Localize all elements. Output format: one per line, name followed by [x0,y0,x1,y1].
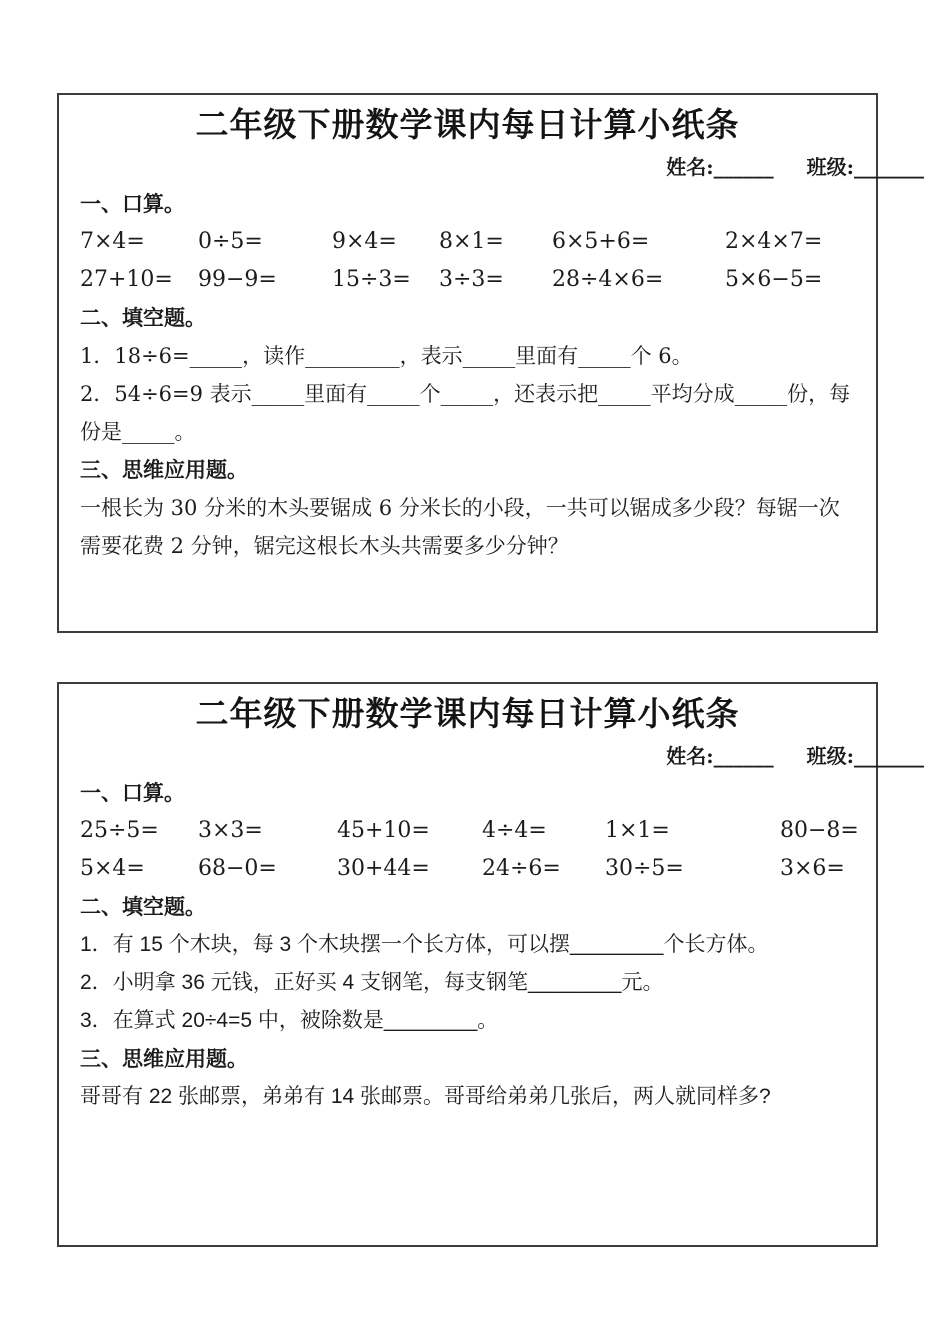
oral-expression: 9×4= [332,229,397,254]
oral-expression: 8×1= [439,229,504,254]
student-info-line [59,738,924,774]
oral-expression: 68−0= [198,856,277,881]
worksheet-title: 二年级下册数学课内每日计算小纸条 [195,695,740,732]
oral-expression: 99−9= [198,267,277,292]
oral-expression: 15÷3= [332,267,411,292]
worksheet-title: 二年级下册数学课内每日计算小纸条 [195,106,740,143]
card-content [59,774,876,1116]
fill-item: 3．在算式 20÷4=5 中，被除数是________。 [80,1009,499,1032]
card-content [59,185,876,565]
oral-expression: 1×1= [605,818,670,843]
oral-expression: 3÷3= [439,267,504,292]
fill-item: 1．有 15 个木块，每 3 个木块摆一个长方体，可以摆________个长方体。 [80,933,769,956]
name-field: 姓名:______ [666,744,774,768]
oral-calculation-grid [80,223,855,299]
fill-item: 2．54÷6=9 表示_____里面有_____个_____，还表示把_____平均分成_____份，每份是_____。 [80,382,851,444]
oral-expression: 80−8= [780,818,859,843]
oral-expression: 30÷5= [605,856,684,881]
oral-expression: 30+44= [337,856,430,881]
oral-expression: 25÷5= [80,818,159,843]
application-problem: 一根长为 30 分米的木头要锯成 6 分米长的小段，一共可以锯成多少段？每锯一次需要花费 2 分钟，锯完这根长木头共需要多少分钟？ [80,496,840,558]
class-field: 班级:_______ [806,744,924,768]
section-heading-oral: 一、口算。 [80,191,185,216]
oral-calculation-grid [80,812,859,888]
oral-expression: 45+10= [337,818,430,843]
oral-expression: 0÷5= [198,229,263,254]
oral-expression: 27+10= [80,267,173,292]
oral-expression: 5×4= [80,856,145,881]
section-heading-application: 三、思维应用题。 [80,457,248,482]
name-field: 姓名:______ [666,155,774,179]
oral-expression: 3×6= [780,856,845,881]
fill-item: 2．小明拿 36 元钱，正好买 4 支钢笔，每支钢笔________元。 [80,971,664,994]
oral-expression: 2×4×7= [725,229,823,254]
oral-expression: 3×3= [198,818,263,843]
oral-expression: 5×6−5= [725,267,823,292]
worksheet-card-2 [57,682,924,1247]
oral-expression: 7×4= [80,229,145,254]
oral-expression: 28÷4×6= [552,267,664,292]
fill-item: 1．18÷6=_____，读作_________，表示_____里面有_____个 6。 [80,344,693,368]
class-field: 班级:_______ [806,155,924,179]
oral-expression: 24÷6= [482,856,561,881]
section-heading-oral: 一、口算。 [80,780,185,805]
oral-expression: 6×5+6= [552,229,650,254]
worksheet-card-1 [57,93,924,633]
oral-expression: 4÷4= [482,818,547,843]
section-heading-fill: 二、填空题。 [80,305,206,330]
section-heading-fill: 二、填空题。 [80,894,206,919]
student-info-line [59,149,924,185]
application-problem: 哥哥有 22 张邮票，弟弟有 14 张邮票。哥哥给弟弟几张后，两人就同样多? [80,1085,771,1108]
section-heading-application: 三、思维应用题。 [80,1046,248,1071]
